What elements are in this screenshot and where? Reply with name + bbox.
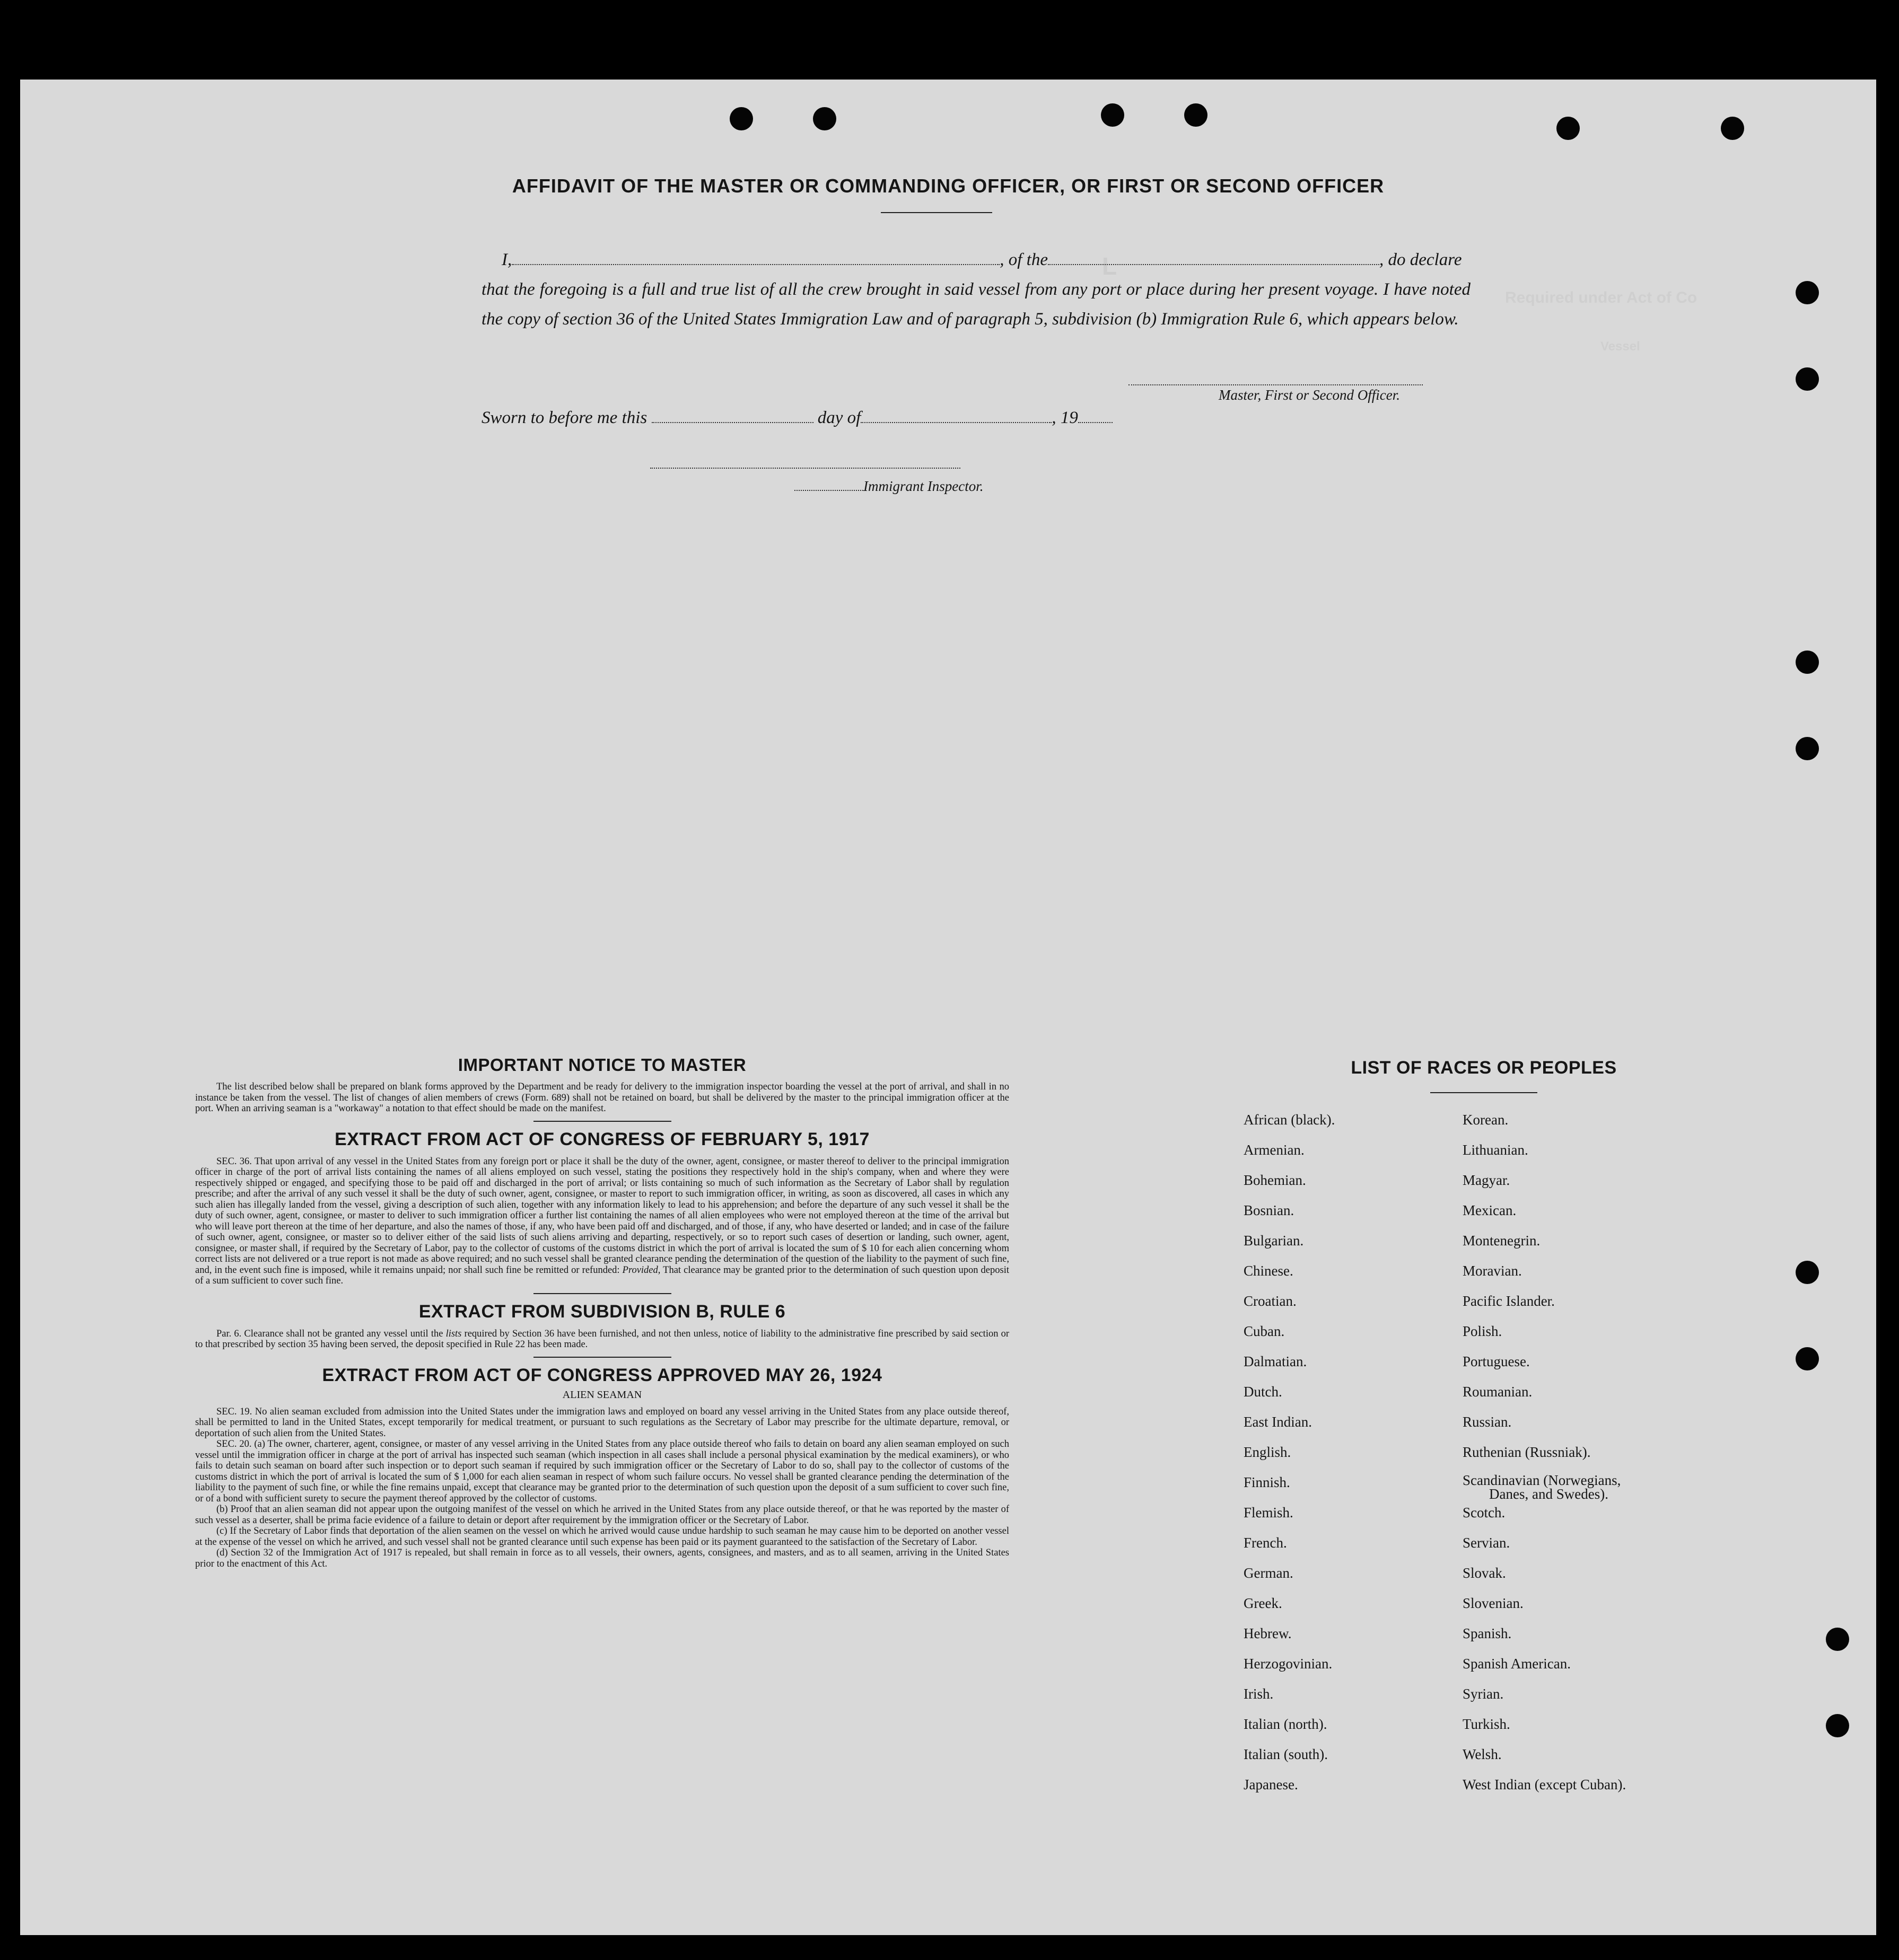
lists-word: lists: [445, 1328, 462, 1339]
race-item: Irish.: [1244, 1686, 1274, 1702]
race-item: Mexican.: [1463, 1202, 1517, 1218]
race-item: Polish.: [1463, 1323, 1502, 1339]
race-item: Pacific Islander.: [1463, 1293, 1555, 1309]
inspector-dots: [794, 482, 863, 491]
race-item: Dalmatian.: [1244, 1353, 1307, 1369]
master-signature-label: Master, First or Second Officer.: [1219, 387, 1400, 403]
race-item: Bohemian.: [1244, 1172, 1306, 1188]
race-item-line: Danes, and Swedes).: [1489, 1486, 1608, 1502]
race-item: German.: [1244, 1565, 1293, 1581]
punch-hole: [1796, 367, 1819, 391]
declarant-name-field[interactable]: [512, 252, 1000, 265]
race-item: Italian (south).: [1244, 1746, 1328, 1762]
punch-hole: [1796, 651, 1819, 674]
rule6-text-b: required by Section 36 have been furnished, and not then unless, notice of liability to the administrative fine prescribed by said section or to that prescribed by section 35 having been served, the deposit specified in Rule 22 has been made.: [195, 1328, 1010, 1350]
punch-hole: [1101, 103, 1124, 127]
document-page: [20, 80, 1876, 1935]
sec20a-text: SEC. 20. (a) The owner, charterer, agent, consignee, or master of any vessel arriving in the United States from any place outside thereof who fails to detain on board any alien seaman employed on such vessel until the immigration officer in charge at the port of arrival has inspected such seaman (which inspection in all cases shall include a personal physical examination by the medical examiners), or who fails to detain such seaman on board after such inspection or to deport such seaman if required by such immigration officer or the Secretary of Labor to do so, shall pay to the collector of customs of the customs district in which the port of arrival is located the sum of $ 1,000 for each alien seaman in respect of whom such failure occurs. No vessel shall be granted clearance pending the determination of the liability to the payment of such fine, or while the fine remains unpaid, except that clearance may be granted prior to the determination of such question upon the deposit of a sum sufficient to cover such fine, or of a bond with sufficient surety to secure the payment thereof approved by the collector of customs.: [195, 1439, 1009, 1504]
bleed-through-text: Required under Act of Co: [1505, 289, 1697, 306]
race-item: Russian.: [1463, 1414, 1512, 1430]
race-item: [1463, 1473, 1626, 1504]
race-item: Hebrew.: [1244, 1625, 1292, 1641]
race-item: Turkish.: [1463, 1716, 1510, 1732]
race-item: Magyar.: [1463, 1172, 1510, 1188]
races-left-column: [1244, 1111, 1335, 1806]
punch-hole: [1796, 281, 1819, 304]
extract-1924-title: EXTRACT FROM ACT OF CONGRESS APPROVED MAY 26, 1924: [322, 1365, 882, 1385]
sworn-line: [482, 408, 1113, 428]
sec20b-text: (b) Proof that an alien seaman did not appear upon the outgoing manifest of the vessel on which he arrived in the United States from any place outside thereof, or that he was reported by the master of such vessel as a deserter, shall be prima facie evidence of a failure to detain or deport after requirement by the immigration officer or the Secretary of Labor.: [195, 1504, 1009, 1526]
race-item: Syrian.: [1463, 1686, 1504, 1702]
extract-rule6-text: [195, 1329, 1009, 1350]
title-rule: [881, 212, 992, 213]
affidavit-statement: that the foregoing is a full and true list of all the crew brought in said vessel from any port or place during her present voyage. I have noted the copy of section 36 of the United States Immigration Law and of paragraph 5, subdivision (b) Immigration Rule 6, which appears below.: [482, 280, 1471, 329]
punch-hole: [1184, 103, 1207, 127]
race-item: Herzogovinian.: [1244, 1656, 1333, 1672]
notice-text: The list described below shall be prepared on blank forms approved by the Department and be ready for delivery to the immigration inspector boarding the vessel at the port of arrival, and shall in no instance be taken from the vessel. The list of changes of alien members of crews (Form. 689) shall not be retained on board, but shall be delivered by the master to the principal immigration officer at the port. When an arriving seaman is a "workaway" a notation to that effect should be made on the manifest.: [195, 1082, 1009, 1114]
race-item: Scotch.: [1463, 1505, 1506, 1520]
race-item: English.: [1244, 1444, 1291, 1460]
race-item: Greek.: [1244, 1595, 1282, 1611]
race-item: West Indian (except Cuban).: [1463, 1777, 1626, 1792]
year-label: , 19: [1052, 408, 1078, 427]
section-rule: [533, 1293, 671, 1294]
notice-title: IMPORTANT NOTICE TO MASTER: [458, 1055, 747, 1075]
sec36-text-end: That clearance may be granted prior to the determination of such question upon deposit of a sum sufficient to cover such fine.: [195, 1264, 1010, 1286]
inspector-signature-label: [794, 478, 983, 495]
race-item: African (black).: [1244, 1112, 1335, 1128]
proviso-word: Provided,: [622, 1264, 661, 1276]
race-item: Bulgarian.: [1244, 1233, 1304, 1249]
race-item: Spanish.: [1463, 1625, 1512, 1641]
races-title: LIST OF RACES OR PEOPLES: [1351, 1058, 1617, 1078]
punch-hole: [1796, 1347, 1819, 1370]
race-item: East Indian.: [1244, 1414, 1312, 1430]
punch-hole: [1796, 737, 1819, 760]
race-item-line: Scandinavian (Norwegians,: [1463, 1472, 1621, 1488]
race-item: Slovak.: [1463, 1565, 1506, 1581]
rule6-text-a: Par. 6. Clearance shall not be granted any vessel until the: [216, 1328, 443, 1339]
punch-hole: [1826, 1628, 1849, 1651]
race-item: Cuban.: [1244, 1323, 1285, 1339]
race-item: Slovenian.: [1463, 1595, 1524, 1611]
race-item: Lithuanian.: [1463, 1142, 1528, 1158]
race-item: Flemish.: [1244, 1505, 1293, 1520]
sworn-month-field[interactable]: [861, 410, 1052, 423]
punch-hole: [1796, 1261, 1819, 1284]
race-item: Spanish American.: [1463, 1656, 1571, 1672]
race-item: Bosnian.: [1244, 1202, 1294, 1218]
vessel-name-field[interactable]: [1048, 252, 1379, 265]
race-item: Ruthenian (Russniak).: [1463, 1444, 1591, 1460]
affidavit-title: AFFIDAVIT OF THE MASTER OR COMMANDING OFFICER, OR FIRST OR SECOND OFFICER: [512, 175, 1385, 197]
sec19-text: SEC. 19. No alien seaman excluded from admission into the United States under the immigration laws and employed on board any vessel arriving in the United States from any place outside thereof, shall be permitted to land in the United States, except temporarily for medical treatment, or pursuant to such regulations as the Secretary of Labor may prescribe for the ultimate departure, removal, or deportation of such alien from the United States.: [195, 1406, 1009, 1439]
declare-label: , do declare: [1379, 250, 1462, 269]
race-item: Moravian.: [1463, 1263, 1522, 1279]
declaration-line: [482, 245, 1471, 275]
races-title-rule: [1430, 1092, 1537, 1093]
inspector-label: Immigrant Inspector.: [863, 478, 984, 494]
punch-hole: [1556, 117, 1580, 140]
extract-1917-title: EXTRACT FROM ACT OF CONGRESS OF FEBRUARY 5, 1917: [335, 1129, 870, 1149]
section-rule: [533, 1357, 671, 1358]
notice-column: [195, 1055, 1009, 1569]
race-item: Montenegrin.: [1463, 1233, 1541, 1249]
race-item: Italian (north).: [1244, 1716, 1327, 1732]
race-item: Dutch.: [1244, 1384, 1282, 1400]
race-item: Servian.: [1463, 1535, 1510, 1551]
inspector-signature-line[interactable]: [650, 468, 960, 469]
sec20d-text: (d) Section 32 of the Immigration Act of 1917 is repealed, but shall remain in force as to all vessels, their owners, agents, consignees, and masters, and as to all seamen, arriving in the United States prior to the enactment of this Act.: [195, 1548, 1009, 1569]
sworn-day-field[interactable]: [652, 410, 813, 423]
extract-1917-text: [195, 1156, 1009, 1287]
day-of-label: day of: [817, 408, 861, 427]
race-item: French.: [1244, 1535, 1287, 1551]
vessel-label: , of the: [1000, 250, 1048, 269]
affidavit-body: [482, 245, 1471, 334]
punch-hole: [1721, 117, 1744, 140]
race-item: Roumanian.: [1463, 1384, 1533, 1400]
races-right-column: [1463, 1111, 1626, 1806]
sec36-text: SEC. 36. That upon arrival of any vessel in the United States from any foreign port or place it shall be the duty of the owner, agent, consignee, or master thereof to deliver to the principal immigration officer in charge of the port of arrival lists containing the names of all aliens employed on such vessel, stating the positions they respectively hold in the ship's company, when and where they were respectively shipped or engaged, and specifying those to be paid off and discharged in the port of arrival; or lists containing so much of such information as the Secretary of Labor shall by regulation prescribe; and after the arrival of any such vessel it shall be the duty of such owner, agent, consignee, or master to report to such immigration officer, in writing, as soon as discovered, all cases in which any such alien has illegally landed from the vessel, giving a description of such alien, together with any information likely to lead to his apprehension; and before the departure of any such vessel it shall be the duty of such owner, agent, consignee, or master to deliver to such immigration officer a further list containing the names of all alien employees who were not employed thereon at the time of the arrival but who will leave port thereon at the time of her departure, and also the names of those, if any, who have been paid off and discharged, and of those, if any, who have deserted or landed; and in case of the failure of such owner, agent, consignee, or master so to deliver either of the said lists of such aliens arriving and departing, respectively, or so to report such cases of desertion or landing, such owner, agent, consignee, or master shall, if required by the Secretary of Labor, pay to the collector of customs of the customs district in which the port of arrival is located the sum of $ 10 for each alien concerning whom correct lists are not delivered or a true report is not made as above required; and no such vessel shall be granted clearance pending the determination of the question of the liability to the payment of such fine, and, in the event such fine is imposed, while it remains unpaid; nor shall such fine be remitted or refunded:: [195, 1156, 1009, 1276]
race-item: Finnish.: [1244, 1474, 1290, 1490]
sec20c-text: (c) If the Secretary of Labor finds that deportation of the alien seamen on the vessel on which he arrived would cause undue hardship to such seaman he may cause him to be deported on another vessel at the expense of the vessel on which he arrived, and such vessel shall not be granted clearance until such expense has been paid or its payment guaranteed to the satisfaction of the Secretary of Labor.: [195, 1526, 1009, 1548]
master-signature-line[interactable]: [1128, 384, 1423, 385]
punch-hole: [1826, 1714, 1849, 1737]
extract-rule6-title: EXTRACT FROM SUBDIVISION B, RULE 6: [418, 1301, 786, 1322]
race-item: Portuguese.: [1463, 1353, 1530, 1369]
section-rule: [533, 1121, 671, 1122]
race-item: Japanese.: [1244, 1777, 1298, 1792]
alien-seaman-subtitle: ALIEN SEAMAN: [562, 1388, 642, 1401]
bleed-through-text: L: [1102, 252, 1117, 280]
bleed-through-text: Vessel: [1600, 339, 1640, 354]
declarant-label: I,: [502, 250, 512, 269]
race-item: Armenian.: [1244, 1142, 1305, 1158]
race-item: Welsh.: [1463, 1746, 1502, 1762]
punch-hole: [730, 107, 753, 130]
race-item: Chinese.: [1244, 1263, 1293, 1279]
punch-hole: [813, 107, 836, 130]
race-item: Korean.: [1463, 1112, 1509, 1128]
race-item: Croatian.: [1244, 1293, 1297, 1309]
sworn-label: Sworn to before me this: [482, 408, 647, 427]
sworn-year-field[interactable]: [1078, 410, 1113, 423]
